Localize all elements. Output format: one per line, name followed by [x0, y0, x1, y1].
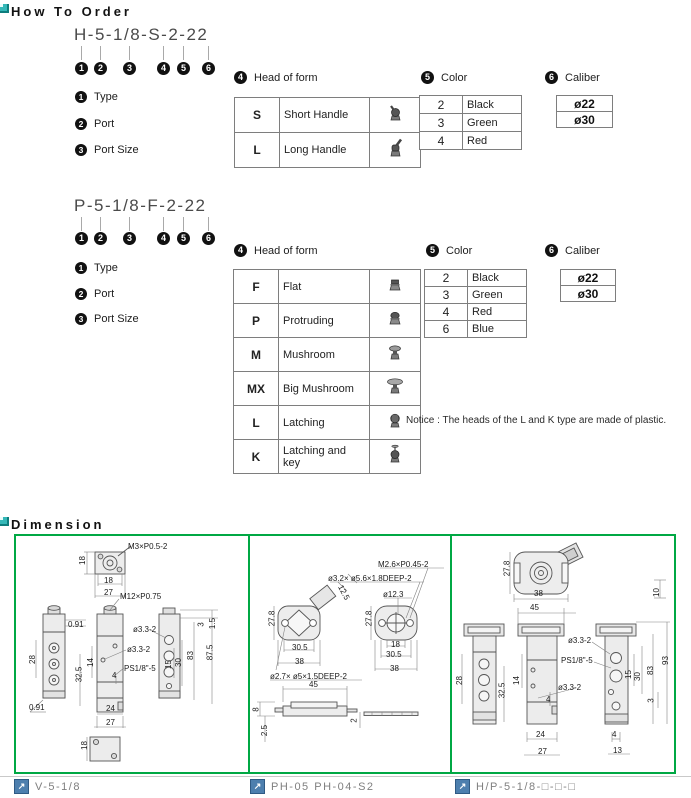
color-code: 2: [420, 96, 463, 114]
dimension-label: 45: [530, 603, 539, 612]
legend-num: 3: [75, 144, 87, 156]
dimension-label: 10: [651, 588, 661, 597]
callout-circle: 3: [123, 232, 136, 245]
dimension-label: 38: [390, 664, 399, 673]
callout-circle: 5: [177, 62, 190, 75]
dimension-label: 87.5: [205, 644, 215, 661]
callout-tick: [163, 46, 164, 60]
color-name: Black: [463, 96, 522, 114]
color-code: 3: [420, 114, 463, 132]
dimension-label: 83: [185, 651, 195, 660]
dimension-label: 32.5: [497, 682, 507, 699]
dimension-label: 27: [538, 747, 547, 756]
head-of-form-header: [234, 71, 318, 84]
callout-circle: 3: [123, 62, 136, 75]
dimension-label: 38: [534, 589, 543, 598]
mushroom-button-icon: [370, 338, 421, 372]
caliber-value: ø30: [557, 112, 613, 128]
dimension-panel-ph05: [252, 536, 448, 770]
caliber-table-p: [560, 269, 616, 302]
dimension-label: M3×P0.5-2: [128, 542, 168, 551]
dimension-label: 32.5: [74, 666, 84, 683]
caliber-header: [545, 244, 600, 257]
head-form-code: M: [234, 338, 279, 372]
color-title: Color: [446, 244, 473, 257]
dimension-label: 18: [77, 556, 87, 565]
external-link-icon: ↗: [455, 779, 470, 794]
dimension-label: 15: [163, 660, 173, 669]
technical-drawing-ph05: [252, 536, 448, 770]
head-form-name: Long Handle: [280, 133, 370, 168]
dimension-label: 83: [645, 666, 655, 675]
external-link-icon: ↗: [14, 779, 29, 794]
dimension-label: 14: [511, 676, 521, 685]
dimension-label: 27: [106, 718, 115, 727]
dimension-label: 4: [612, 730, 617, 739]
dimension-label: 18: [104, 576, 113, 585]
caliber-title: Caliber: [565, 71, 600, 84]
callout-circle: 5: [177, 232, 190, 245]
order-code-p: P-5-1/8-F-2-22: [74, 196, 207, 215]
dimension-label: 0.91: [68, 620, 84, 629]
caliber-title: Caliber: [565, 244, 600, 257]
legend-num: 1: [75, 262, 87, 274]
head-of-form-table-h: [234, 97, 421, 168]
legend-item-port: [75, 118, 114, 130]
head-form-name: Latching: [279, 406, 370, 440]
legend-item-port-size: [75, 144, 139, 156]
footer-link-ph05[interactable]: [250, 779, 375, 794]
dimension-title: Dimension: [11, 517, 105, 532]
head-form-name: Latching and key: [279, 440, 370, 474]
color-table-p: [424, 269, 527, 338]
callout-tick: [183, 217, 184, 231]
dimension-label: ø3.3-2: [568, 636, 592, 645]
legend-label: Type: [94, 91, 118, 103]
long-handle-icon: [370, 133, 421, 168]
dimension-label: 3: [196, 622, 206, 627]
footer-link-hp518[interactable]: [455, 779, 577, 794]
dimension-label: 28: [27, 655, 37, 664]
dimension-label: 13: [613, 746, 622, 755]
legend-item-port-size: [75, 313, 139, 325]
caliber-table-h: [556, 95, 613, 128]
head-form-name: Mushroom: [279, 338, 370, 372]
how-to-order-header: [0, 4, 132, 19]
short-handle-icon: [370, 98, 421, 133]
dimension-label: 8: [251, 707, 261, 712]
footer-link-label: V-5-1/8: [35, 780, 81, 793]
dimension-label: 14: [85, 658, 95, 667]
callout-circle: 2: [94, 232, 107, 245]
callout-circle: 6: [202, 232, 215, 245]
head-form-code: L: [234, 406, 279, 440]
dimension-label: 38: [295, 657, 304, 666]
color-header: [426, 244, 472, 257]
footer-link-label: H/P-5-1/8-□-□-□: [476, 780, 577, 793]
dimension-label: PS1/8"-5: [124, 664, 156, 673]
legend-num: 3: [75, 313, 87, 325]
head-form-name: Short Handle: [280, 98, 370, 133]
dimension-label: 30.5: [386, 650, 402, 659]
callout-tick: [208, 217, 209, 231]
head-of-form-table-p: [233, 269, 421, 474]
caliber-num: 6: [545, 71, 558, 84]
section-bullet-icon: [0, 517, 9, 526]
color-table-h: [419, 95, 522, 150]
big-mushroom-button-icon: [370, 372, 421, 406]
footer-divider: [0, 776, 691, 777]
dimension-panel-v518: [16, 536, 246, 770]
callout-circle: 6: [202, 62, 215, 75]
dimension-label: PS1/8"-5: [561, 656, 593, 665]
caliber-value: ø30: [561, 286, 616, 302]
head-of-form-title: Head of form: [254, 71, 318, 84]
callout-tick: [100, 217, 101, 231]
callout-tick: [100, 46, 101, 60]
dimension-label: 27: [104, 588, 113, 597]
callout-circle: 4: [157, 62, 170, 75]
dimension-label: 4: [546, 695, 551, 704]
callout-circle: 1: [75, 62, 88, 75]
dimension-label: 12.5: [336, 583, 352, 602]
order-code-h: H-5-1/8-S-2-22: [74, 25, 209, 44]
callout-circle: 2: [94, 62, 107, 75]
caliber-value: ø22: [561, 270, 616, 286]
color-code: 4: [420, 132, 463, 150]
color-num: 5: [421, 71, 434, 84]
dimension-label: 0.91: [29, 703, 45, 712]
dimension-label: 30: [173, 658, 183, 667]
head-of-form-num: 4: [234, 244, 247, 257]
callout-tick: [208, 46, 209, 60]
dimension-label: ø2.7× ø5×1.5DEEP-2: [270, 672, 347, 681]
color-title: Color: [441, 71, 468, 84]
color-code: 4: [425, 304, 468, 321]
dimension-label: M12×P0.75: [120, 592, 162, 601]
color-code: 3: [425, 287, 468, 304]
dimension-label: 30: [632, 672, 642, 681]
dimension-label: 4: [112, 671, 117, 680]
color-name: Green: [463, 114, 522, 132]
dimension-label: 15: [623, 670, 633, 679]
how-to-order-title: How To Order: [11, 4, 132, 19]
head-of-form-title: Head of form: [254, 244, 318, 257]
head-of-form-num: 4: [234, 71, 247, 84]
color-name: Green: [468, 287, 527, 304]
callout-tick: [183, 46, 184, 60]
dimension-label: 18: [391, 640, 400, 649]
dimension-label: ø12.3: [383, 590, 404, 599]
head-form-name: Big Mushroom: [279, 372, 370, 406]
dimension-label: 2.5: [260, 724, 270, 737]
color-name: Blue: [468, 321, 527, 338]
legend-item-type: [75, 91, 118, 103]
callout-tick: [129, 46, 130, 60]
legend-label: Port Size: [94, 313, 139, 325]
caliber-value: ø22: [557, 96, 613, 112]
head-of-form-header: [234, 244, 318, 257]
color-num: 5: [426, 244, 439, 257]
head-form-code: K: [234, 440, 279, 474]
notice-text: Notice : The heads of the L and K type are made of plastic.: [406, 415, 667, 426]
dimension-label: 24: [106, 704, 115, 713]
dimension-label: 27.8: [267, 610, 277, 627]
dimension-label: ø3.2× ø5.6×1.8DEEP-2: [328, 574, 412, 583]
dimension-header: [0, 517, 104, 532]
color-name: Black: [468, 270, 527, 287]
dimension-label: M2.6×P0.45-2: [378, 560, 429, 569]
footer-link-v518[interactable]: [14, 779, 81, 794]
external-link-icon: ↗: [250, 779, 265, 794]
panel-divider: [450, 534, 452, 774]
legend-num: 2: [75, 288, 87, 300]
color-code: 2: [425, 270, 468, 287]
footer-link-label: PH-05 PH-04-S2: [271, 780, 375, 793]
dimension-label: 1.5: [208, 617, 218, 630]
callout-tick: [129, 217, 130, 231]
legend-num: 1: [75, 91, 87, 103]
legend-label: Port Size: [94, 144, 139, 156]
color-name: Red: [468, 304, 527, 321]
dimension-label: 28: [454, 676, 464, 685]
dimension-label: ø3.3-2: [558, 683, 582, 692]
legend-num: 2: [75, 118, 87, 130]
color-name: Red: [463, 132, 522, 150]
dimension-label: 93: [660, 656, 670, 665]
flat-button-icon: [370, 270, 421, 304]
color-header: [421, 71, 467, 84]
color-code: 6: [425, 321, 468, 338]
callout-circle: 4: [157, 232, 170, 245]
dimension-label: 24: [536, 730, 545, 739]
panel-divider: [248, 534, 250, 774]
dimension-label: ø3.3-2: [127, 645, 151, 654]
head-form-code: P: [234, 304, 279, 338]
legend-label: Port: [94, 118, 115, 130]
callout-tick: [81, 217, 82, 231]
caliber-header: [545, 71, 600, 84]
dimension-label: 27.8: [364, 610, 374, 627]
callout-circle: 1: [75, 232, 88, 245]
callout-tick: [81, 46, 82, 60]
protruding-button-icon: [370, 304, 421, 338]
dimension-label: 18: [79, 741, 89, 750]
head-form-name: Flat: [279, 270, 370, 304]
dimension-label: ø3.3-2: [133, 625, 157, 634]
head-form-code: L: [235, 133, 280, 168]
dimension-label: 3: [646, 698, 656, 703]
caliber-num: 6: [545, 244, 558, 257]
head-form-code: S: [235, 98, 280, 133]
legend-label: Type: [94, 262, 118, 274]
dimension-label: 2: [349, 718, 359, 723]
dimension-label: 45: [309, 680, 318, 689]
legend-item-type: [75, 262, 118, 274]
head-form-code: F: [234, 270, 279, 304]
legend-item-port: [75, 288, 114, 300]
latching-key-button-icon: [370, 440, 421, 474]
section-bullet-icon: [0, 4, 9, 13]
head-form-code: MX: [234, 372, 279, 406]
legend-label: Port: [94, 288, 115, 300]
dimension-label: 27.8: [502, 560, 512, 577]
dimension-panel-hp518: [454, 536, 672, 770]
dimension-label: 30.5: [292, 643, 308, 652]
callout-tick: [163, 217, 164, 231]
head-form-name: Protruding: [279, 304, 370, 338]
technical-drawing-hp518: [454, 536, 672, 770]
